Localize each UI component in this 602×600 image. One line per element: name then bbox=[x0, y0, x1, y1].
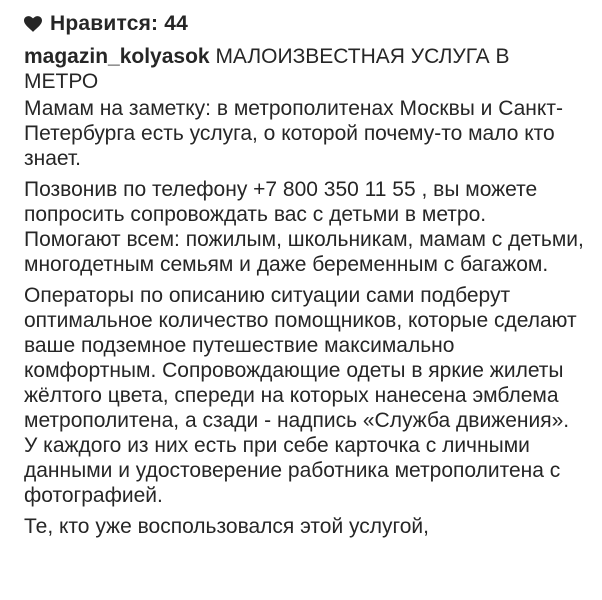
caption-paragraph: Те, кто уже воспользовался этой услугой, bbox=[24, 515, 429, 538]
caption-paragraph: Мамам на заметку: в метрополитенах Москвы и Санкт-Петербурга есть услуга, о которой почему-то мало кто знает. bbox=[24, 97, 563, 170]
caption-paragraph: Позвонив по телефону +7 800 350 11 55 , вы можете попросить сопровождать вас с детьми в метро. Помогают всем: пожилым, школьникам, мамам с детьми, многодетным семьям и даже беременным с багажом. bbox=[24, 178, 584, 276]
username-link[interactable]: magazin_kolyasok bbox=[24, 45, 210, 68]
post-title: МАЛОИЗВЕСТНАЯ УСЛУГА В МЕТРО bbox=[24, 45, 510, 93]
heart-icon bbox=[24, 16, 42, 32]
likes-row[interactable] bbox=[24, 10, 188, 38]
post-caption bbox=[24, 44, 584, 545]
likes-count: Нравится: 44 bbox=[50, 12, 189, 35]
caption-header bbox=[24, 44, 584, 94]
caption-paragraph: Операторы по описанию ситуации сами подберут оптимальное количество помощников, которые сделают ваше подземное путешествие максимально комфортным. Сопровождающие одеты в яркие жилеты жёлтого цвета, спереди на которых нанесена эмблема метрополитена, а сзади - надпись «Служба движения». У каждого из них есть при себе карточка с личными данными и удостоверение работника метрополитена с фотографией. bbox=[24, 284, 577, 507]
